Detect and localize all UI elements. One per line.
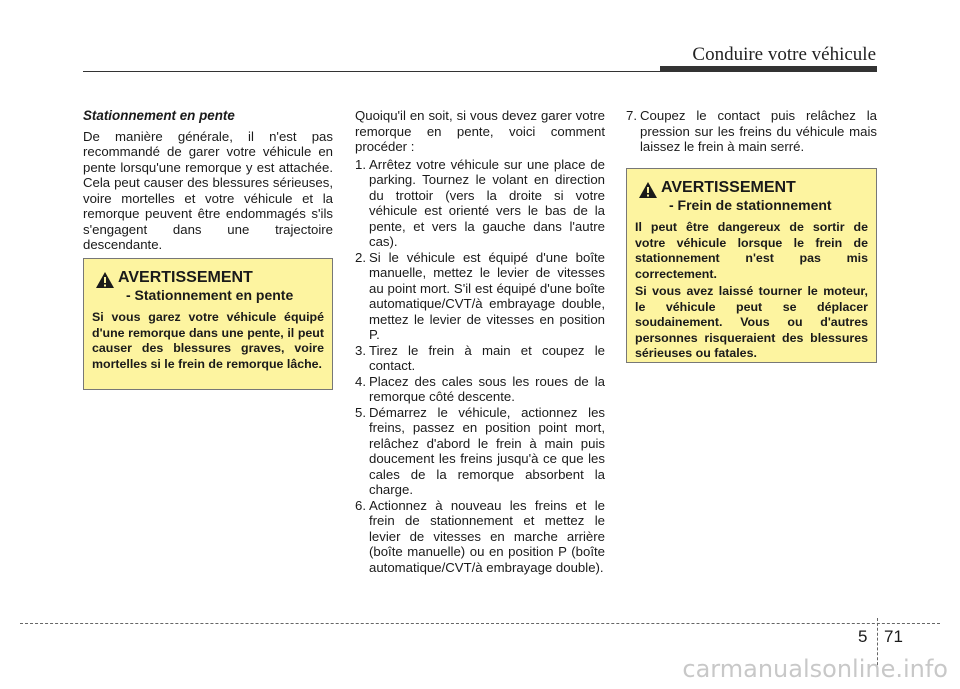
warning-title: AVERTISSEMENT (661, 179, 796, 196)
list-item (355, 343, 605, 374)
step-number: 4. (355, 373, 366, 389)
section-subtitle: Stationnement en pente (83, 108, 235, 123)
list-item (626, 108, 877, 155)
chapter-number: 5 (858, 627, 868, 646)
list-item (355, 498, 605, 576)
warning-box-parking-brake (626, 168, 877, 363)
warning-text: Si vous avez laissé tourner le moteur, le véhicule peut se déplacer soudainement. Vous ou d'autres personnes risqueraient des blessures sérieuses ou fatales. (635, 284, 868, 360)
step-text: Actionnez à nouveau les freins et le frein de stationnement et mettez le levier de vitesses en marche arrière (boîte manuelle) ou en position P (boîte automatique/CVT/à embrayage double). (369, 497, 605, 575)
column-middle (355, 108, 605, 575)
step-text: Tirez le frein à main et coupez le contact. (369, 342, 605, 373)
step-text: Si le véhicule est équipé d'une boîte manuelle, mettez le levier de vitesses au point mort. S'il est équipé d'une boîte automatique/CVT/à embrayage double, mettez le levier de vitesses en position P. (369, 249, 605, 342)
warning-body (635, 220, 868, 362)
steps-list (355, 157, 605, 576)
warning-text: Il peut être dangereux de sortir de votre véhicule lorsque le frein de stationnement n'est pas mis correctement. (635, 220, 868, 281)
warning-text: Si vous garez votre véhicule équipé d'une remorque dans une pente, il peut causer des blessures graves, voire mortelles si le frein de remorque lâche. (92, 310, 324, 371)
warning-title: AVERTISSEMENT (118, 269, 253, 286)
step-text: Arrêtez votre véhicule sur une place de parking. Tournez le volant en direction du trottoir (vers la droite si votre véhicule est orienté vers le bas de la pente, et vers la gauche dans l'autre cas). (369, 156, 605, 249)
watermark: carmanualsonline.info (682, 655, 948, 683)
warning-header (92, 269, 324, 304)
page-number: 71 (884, 627, 903, 646)
list-item (355, 405, 605, 498)
list-item (355, 157, 605, 250)
step-text: Démarrez le véhicule, actionnez les freins, passez en position point mort, relâchez d'abord le frein à main puis doucement les freins jusqu'à ce que les cales de la remorque absorbent la charge. (369, 404, 605, 497)
warning-body (92, 310, 324, 372)
step-number: 1. (355, 156, 366, 172)
steps-intro: Quoiqu'il en soit, si vous devez garer votre remorque en pente, voici comment procéder : (355, 108, 605, 154)
section-paragraph: De manière générale, il n'est pas recommandé de garer votre véhicule en pente lorsqu'une remorque y est attachée. Cela peut causer des blessures sérieuses, voire mortelles et votre véhicule et la remorque peuvent être endommagés s'ils s'engagent dans une trajectoire descendante. (83, 128, 333, 252)
header-rule-accent (660, 66, 877, 72)
column-left (83, 108, 333, 253)
footer-rule (20, 623, 940, 624)
step-text: Coupez le contact puis relâchez la pression sur les freins du véhicule mais laissez le frein à main serré. (640, 108, 877, 154)
warning-header (635, 179, 868, 214)
step-number: 2. (355, 249, 366, 265)
warning-triangle-icon (638, 181, 658, 199)
steps-list-continued (626, 108, 877, 155)
step-number: 3. (355, 342, 366, 358)
warning-triangle-icon (95, 271, 115, 289)
step-number: 5. (355, 404, 366, 420)
list-item (355, 374, 605, 405)
step-number: 6. (355, 497, 366, 513)
warning-box-slope-parking (83, 258, 333, 390)
list-item (355, 250, 605, 343)
warning-subtitle: - Frein de stationnement (669, 197, 832, 213)
column-right (626, 108, 877, 155)
step-number: 7. (626, 108, 637, 123)
header-title: Conduire votre véhicule (692, 44, 876, 65)
warning-subtitle: - Stationnement en pente (126, 287, 294, 303)
step-text: Placez des cales sous les roues de la remorque côté descente. (369, 373, 605, 404)
